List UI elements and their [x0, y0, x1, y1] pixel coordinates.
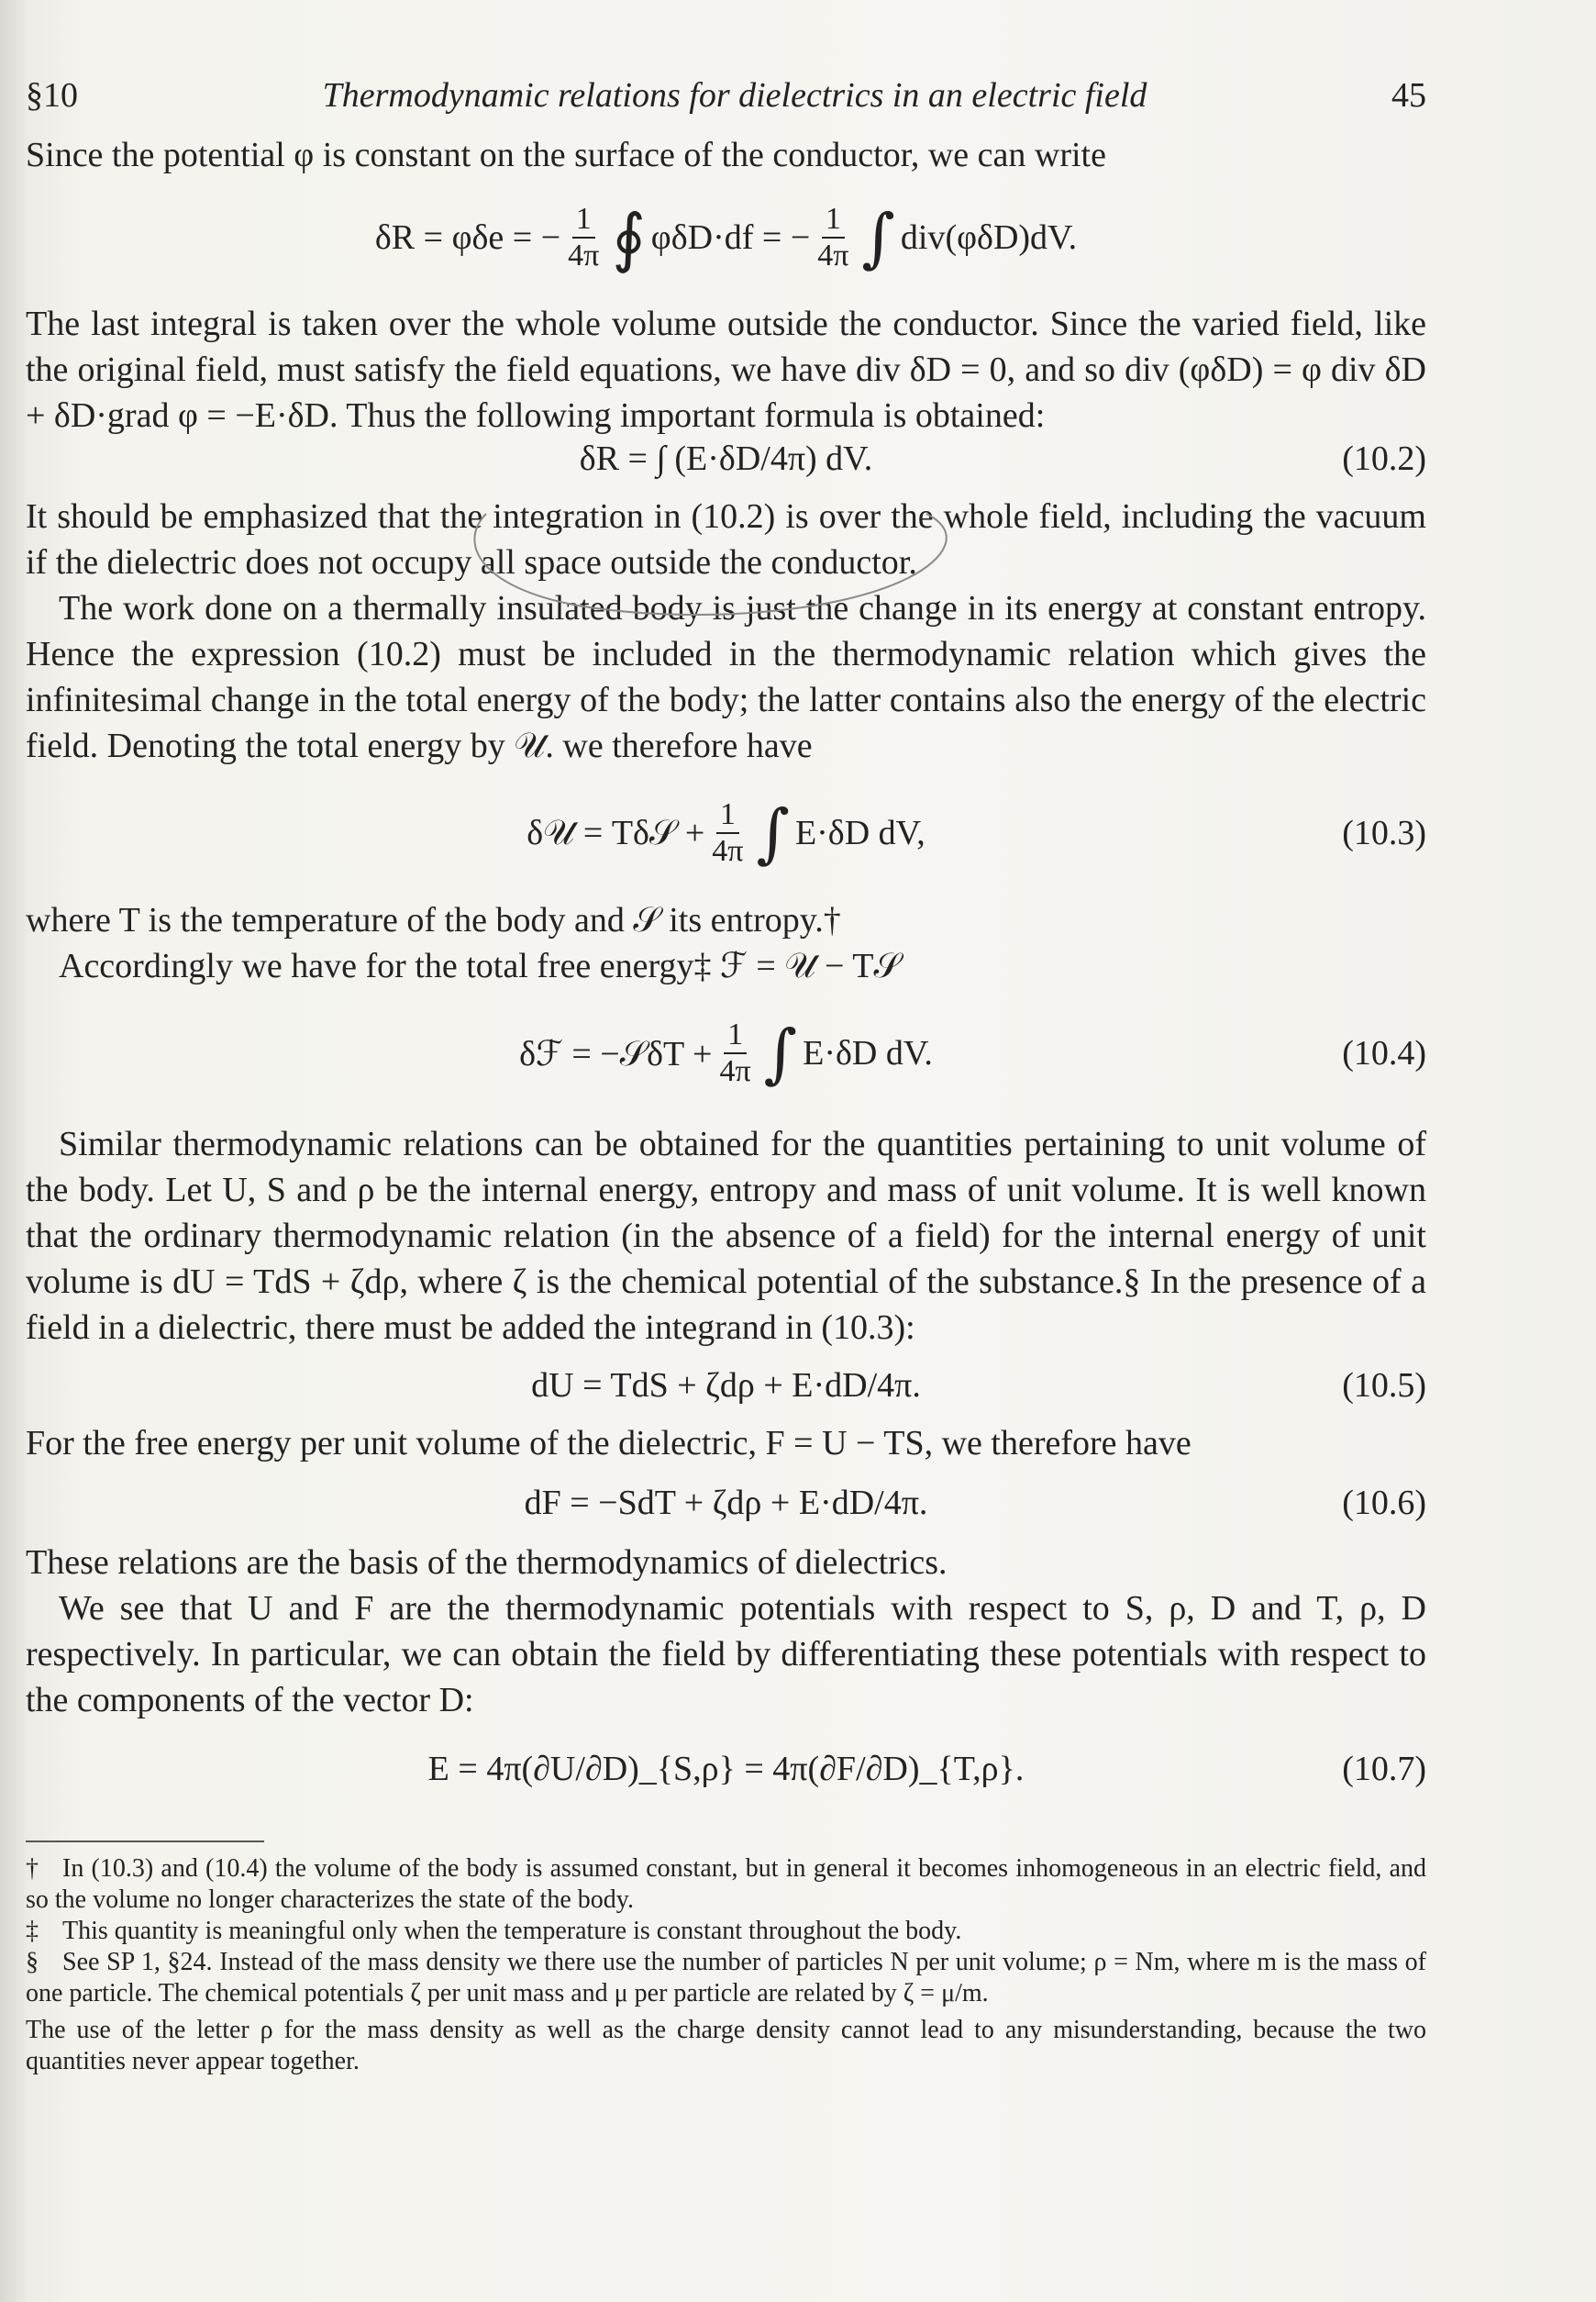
eq7-expression: E = 4π(∂U/∂D)_{S,ρ} = 4π(∂F/∂D)_{T,ρ}. [427, 1750, 1025, 1788]
footnote-2-text: This quantity is meaningful only when the temperature is constant throughout the body. [62, 1917, 962, 1945]
eq1-fraction-1 [568, 202, 599, 273]
equation-10-6 [26, 1475, 1426, 1530]
eq3-lhs: δ𝒰 = Tδ𝒮 + [526, 814, 705, 852]
paragraph-8: For the free energy per unit volume of the dielectric, F = U − TS, we therefore have [26, 1424, 1191, 1462]
paragraph-5: where T is the temperature of the body and 𝒮 its entropy.† [26, 901, 841, 940]
equation-10-4 [26, 998, 1426, 1108]
eq4-frac-num: 1 [724, 1018, 747, 1054]
eq3-number: (10.3) [1342, 814, 1426, 852]
paragraph-9: These relations are the basis of the thermodynamics of dielectrics. [26, 1543, 948, 1582]
eq3-integral: ∫ [756, 795, 790, 871]
footnote-3-text: See SP 1, §24. Instead of the mass density we there use the number of particles N per unit volume; ρ = Nm, where m is the mass of one particle. The chemical potentials ζ per unit mass and μ per particle are related by ζ = μ/m. [26, 1948, 1426, 2007]
footnote-2 [26, 1916, 1426, 1947]
eq6-expression: dF = −SdT + ζdρ + E·dD/4π. [524, 1484, 928, 1522]
eq1-frac1-den: 4π [568, 239, 600, 272]
equation-1 [26, 187, 1426, 288]
eq2-number: (10.2) [1342, 439, 1426, 478]
eq4-fraction [720, 1018, 751, 1089]
eq3-frac-num: 1 [716, 797, 739, 834]
equation-10-7 [26, 1732, 1426, 1806]
eq1-frac2-den: 4π [817, 239, 849, 272]
footnote-1-text: In (10.3) and (10.4) the volume of the body is assumed constant, but in general it becomes inhomogeneous in an electric field, and so the volume no longer characterizes the state of the body. [26, 1854, 1426, 1914]
paragraph-10: We see that U and F are the thermodynamic potentials with respect to S, ρ, D and T, ρ, D respectively. In particular, we can obtain the field by differentiating these potentials with respect to the components of the vector D: [26, 1589, 1426, 1719]
paragraph-7: Similar thermodynamic relations can be obtained for the quantities pertaining to unit volume of the body. Let U, S and ρ be the internal energy, entropy and mass of unit volume. It is well known that the ordinary thermodynamic relation (in the absence of a field) for the internal energy of unit volume is dU = TdS + ζdρ, where ζ is the chemical potential of the substance.§ In the presence of a field in a dielectric, there must be added the integrand in (10.3): [26, 1125, 1426, 1347]
eq5-number: (10.5) [1342, 1366, 1426, 1405]
eq6-number: (10.6) [1342, 1484, 1426, 1522]
eq4-frac-den: 4π [719, 1054, 751, 1088]
eq1-lhs: δR = φδe = − [374, 218, 561, 257]
eq2-expression: δR = ∫ (E·δD/4π) dV. [579, 439, 873, 478]
chapter-title: Thermodynamic relations for dielectrics in an electric field [322, 76, 1147, 115]
eq4-lhs: δℱ = −𝒮δT + [519, 1034, 713, 1073]
eq3-rhs: E·δD dV, [794, 814, 925, 852]
eq1-integral: ∫ [861, 200, 895, 275]
footnote-3-mark: § [26, 1948, 39, 1976]
eq3-fraction [712, 797, 743, 869]
footnote-3 [26, 1947, 1426, 2009]
equation-10-5 [26, 1360, 1426, 1411]
footnote-1 [26, 1853, 1426, 1916]
footnote-2-mark: ‡ [26, 1917, 39, 1945]
section-number: §10 [26, 76, 78, 115]
eq4-rhs: E·δD dV. [803, 1034, 933, 1073]
eq7-number: (10.7) [1342, 1750, 1426, 1788]
footnote-4: The use of the letter ρ for the mass density as well as the charge density cannot lead to any misunderstanding, because the two quantities never appear together. [26, 2016, 1426, 2075]
paragraph-2: The last integral is taken over the whole volume outside the conductor. Since the varied field, like the original field, must satisfy the field equations, we have div δD = 0, and so div (φδD) = φ div δD + δD·grad φ = −E·δD. Thus the following important formula is obtained: [26, 305, 1426, 435]
eq1-frac2-num: 1 [822, 202, 845, 239]
paragraph-6: Accordingly we have for the total free energy‡ ℱ = 𝒰 − T𝒮 [59, 947, 901, 985]
eq1-mid: φδD·df = − [650, 218, 811, 257]
eq1-contour-integral: ∮ [612, 200, 646, 275]
footnote-divider [26, 1840, 264, 1842]
eq3-frac-den: 4π [712, 834, 744, 868]
running-header [26, 75, 1426, 132]
paragraph-1: Since the potential φ is constant on the surface of the conductor, we can write [26, 136, 1106, 174]
equation-10-3 [26, 778, 1426, 888]
eq4-integral: ∫ [763, 1016, 798, 1091]
eq1-fraction-2 [817, 202, 848, 273]
eq5-expression: dU = TdS + ζdρ + E·dD/4π. [531, 1366, 921, 1405]
eq1-frac1-num: 1 [572, 202, 595, 239]
eq1-rhs: div(φδD)dV. [900, 218, 1078, 257]
equation-10-2 [26, 433, 1426, 484]
eq4-number: (10.4) [1342, 1034, 1426, 1073]
footnote-1-mark: † [26, 1854, 39, 1883]
page-number: 45 [1391, 76, 1426, 115]
paragraph-3: It should be emphasized that the integration in (10.2) is over the whole field, including the vacuum if the dielectric does not occupy all space outside the conductor. [26, 497, 1426, 582]
paragraph-4: The work done on a thermally insulated body is just the change in its energy at constant entropy. Hence the expression (10.2) must be included in the thermodynamic relation which gives the infinitesimal change in the total energy of the body; the latter contains also the energy of the electric field. Denoting the total energy by 𝒰. we therefore have [26, 589, 1426, 765]
